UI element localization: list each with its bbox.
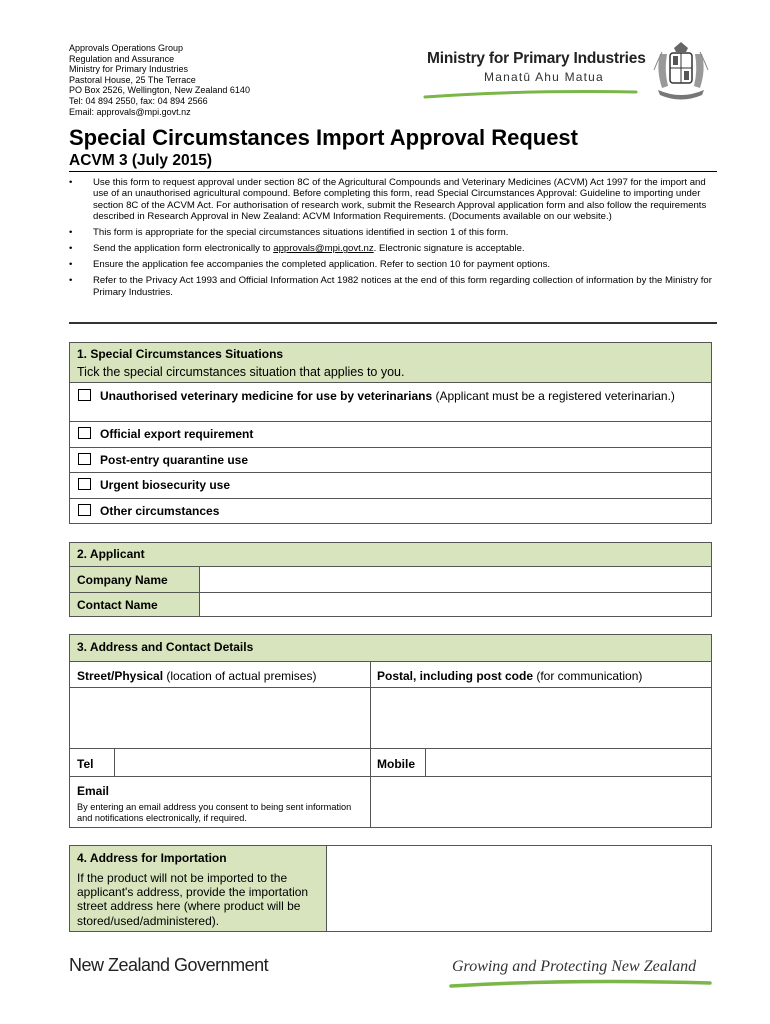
phone-row	[70, 748, 711, 776]
email-row	[70, 776, 711, 827]
section-header	[70, 543, 711, 566]
address-line: Approvals Operations Group	[69, 43, 184, 53]
checkbox[interactable]	[78, 427, 91, 439]
company-name-field[interactable]	[200, 567, 711, 592]
divider	[370, 749, 371, 776]
section-situations	[69, 342, 712, 524]
section-applicant	[69, 542, 712, 617]
email-consent-note: By entering an email address you consent to being sent information and notifications electronically, if required.	[77, 802, 352, 823]
form-code: ACVM 3 (July 2015)	[69, 152, 212, 169]
bullet-icon: •	[69, 227, 73, 239]
address-fields-row	[70, 687, 711, 748]
option-other-circumstances[interactable]: Other circumstances	[70, 498, 711, 523]
bullet-icon: •	[69, 177, 73, 188]
email-link[interactable]: approvals@mpi.govt.nz	[273, 243, 374, 255]
mobile-field[interactable]	[426, 749, 711, 776]
section-header	[70, 343, 711, 382]
checkbox[interactable]	[78, 389, 91, 401]
section-importation-address	[69, 845, 712, 932]
instruction-item: • Send the application form electronically to approvals@mpi.govt.nz. Electronic signature is acceptable.	[69, 243, 525, 255]
address-line: Email: approvals@mpi.govt.nz	[69, 106, 191, 117]
address-line: Ministry for Primary Industries	[69, 64, 189, 75]
section-header	[70, 846, 326, 931]
checkbox[interactable]	[78, 478, 91, 490]
company-name-row	[70, 566, 711, 592]
contact-name-field[interactable]	[200, 593, 711, 616]
contact-name-row	[70, 592, 711, 616]
divider	[69, 322, 717, 324]
address-line: Regulation and Assurance	[69, 53, 175, 64]
street-address-field[interactable]	[70, 688, 370, 748]
mpi-logo-title: Ministry for Primary Industries	[427, 50, 646, 67]
mpi-swoosh-icon	[423, 88, 639, 100]
street-label: Street/Physical (location of actual premises)	[77, 669, 317, 683]
section-address-contact	[69, 634, 712, 828]
instruction-item: • Refer to the Privacy Act 1993 and Official Information Act 1982 notices at the end of this form regarding collection of information by the Ministry for Primary Industries.	[69, 275, 712, 298]
section-description: If the product will not be imported to the applicant's address, provide the importation street address here (where product will be stored/used/administered).	[77, 871, 309, 928]
email-field[interactable]	[371, 777, 711, 827]
address-line: Pastoral House, 25 The Terrace	[69, 74, 196, 85]
checkbox[interactable]	[78, 504, 91, 516]
option-urgent-biosecurity[interactable]: Urgent biosecurity use	[70, 472, 711, 498]
divider	[69, 171, 717, 172]
section-heading: 3. Address and Contact Details	[77, 640, 254, 654]
nz-government-logo: New Zealand Government	[69, 955, 269, 975]
section-header	[70, 635, 711, 661]
slogan: Growing and Protecting New Zealand	[452, 958, 697, 975]
tel-field[interactable]	[115, 749, 370, 776]
bullet-icon: •	[69, 275, 73, 287]
bullet-icon: •	[69, 259, 73, 271]
address-line: PO Box 2526, Wellington, New Zealand 6140	[69, 85, 250, 96]
option-official-export[interactable]: Official export requirement	[70, 421, 711, 447]
instruction-item: • This form is appropriate for the special circumstances situations identified in section 1 of this form.	[69, 227, 509, 239]
section-instruction: Tick the special circumstances situation that applies to you.	[77, 365, 405, 379]
mpi-logo-maori: Manatū Ahu Matua	[484, 70, 604, 84]
sender-address	[69, 43, 250, 117]
divider	[370, 662, 371, 687]
page-title: Special Circumstances Import Approval Request	[69, 125, 578, 150]
section-heading: 1. Special Circumstances Situations	[77, 347, 284, 361]
option-post-entry-quarantine[interactable]: Post-entry quarantine use	[70, 447, 711, 472]
section-heading: 2. Applicant	[77, 547, 145, 561]
bullet-icon: •	[69, 243, 73, 255]
email-label: Email	[77, 784, 110, 798]
postal-address-field[interactable]	[371, 688, 711, 748]
contact-name-label: Contact Name	[70, 593, 199, 616]
checkbox[interactable]	[78, 453, 91, 465]
address-line: Tel: 04 894 2550, fax: 04 894 2566	[69, 95, 208, 106]
section-heading: 4. Address for Importation	[77, 851, 227, 865]
company-name-label: Company Name	[70, 567, 199, 592]
instructions-list	[69, 177, 719, 303]
option-unauthorised-vet-medicine[interactable]: Unauthorised veterinary medicine for use by veterinarians (Applicant must be a registered veterinarian.)	[70, 382, 711, 421]
nz-coat-of-arms-icon	[648, 40, 714, 106]
footer-swoosh-icon	[448, 976, 714, 990]
importation-address-field[interactable]	[327, 846, 711, 931]
tel-label: Tel	[77, 757, 94, 771]
mobile-label: Mobile	[377, 757, 415, 771]
address-labels-row	[70, 661, 711, 687]
instruction-item: • Use this form to request approval under section 8C of the Agricultural Compounds and Veterinary Medicines (ACVM) Act 1997 for the import and use of an unauthorised agricultural compound. Before completing this form, read Special Circumstances Approval: Guideline to importing under section 8C of the ACVM Act. For authorisation of research work, submit the Research Approval application form and also follow the requirements described in Research Approval in New Zealand: ACVM Information Requirements. (Documents available on our website.)	[69, 177, 707, 223]
instruction-item: • Ensure the application fee accompanies the completed application. Refer to section 10 for payment options.	[69, 259, 551, 271]
postal-label: Postal, including post code (for communication)	[377, 669, 643, 683]
